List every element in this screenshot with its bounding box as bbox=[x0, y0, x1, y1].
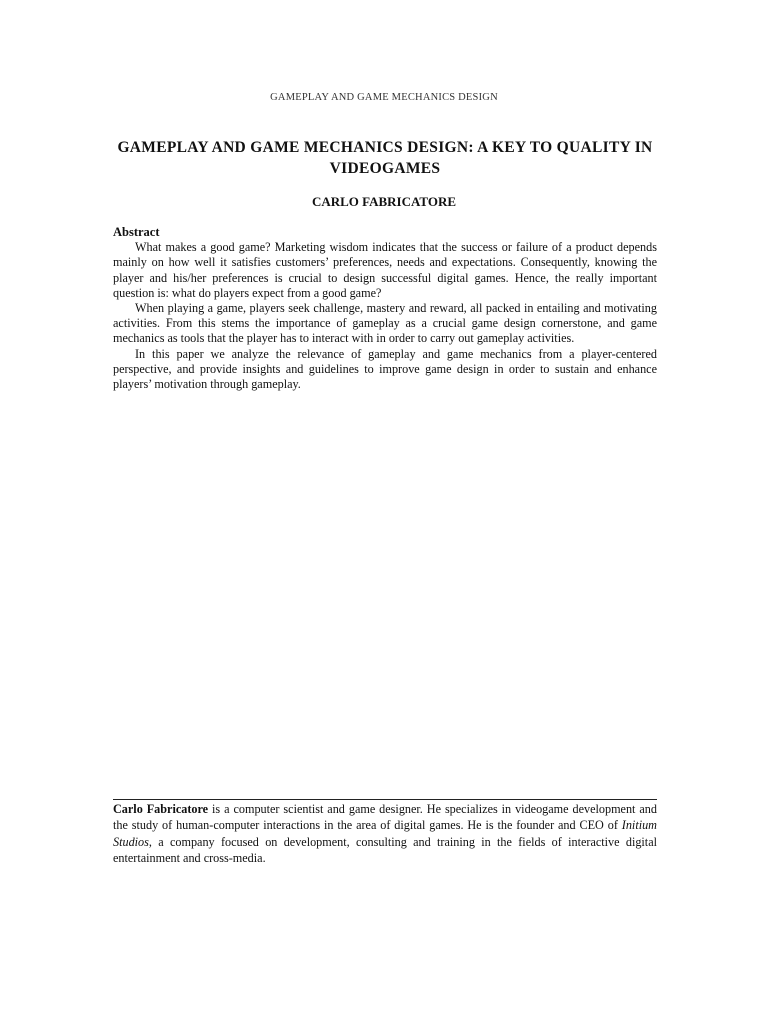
abstract-paragraph-2: When playing a game, players seek challenge, mastery and reward, all packed in entailing and motivating activities. From this stems the importance of gameplay as a crucial game design cornerstone, and game mechanics as tools that the player has to interact with in order to carry out gameplay activities. bbox=[113, 301, 657, 346]
author-footnote bbox=[113, 801, 657, 867]
footnote-company-name: Initium Studios bbox=[113, 818, 657, 849]
footnote-author-name: Carlo Fabricatore bbox=[113, 802, 209, 816]
abstract-paragraph-3: In this paper we analyze the relevance of gameplay and game mechanics from a player-centered perspective, and provide insights and guidelines to improve game design in order to sustain and enhance players’ motivation through gameplay. bbox=[113, 346, 657, 392]
running-header: GAMEPLAY AND GAME MECHANICS DESIGN bbox=[270, 92, 498, 103]
footnote-divider bbox=[113, 799, 657, 800]
abstract-section bbox=[113, 225, 657, 392]
abstract-paragraph-1: What makes a good game? Marketing wisdom indicates that the success or failure of a product depends mainly on how well it satisfies customers’ preferences, needs and expectations. Consequently, knowing the player and his/her preferences is crucial to design successful digital games. Hence, the really important question is: what do players expect from a good game? bbox=[113, 240, 657, 300]
paper-title: GAMEPLAY AND GAME MECHANICS DESIGN: A KEY TO QUALITY IN VIDEOGAMES bbox=[117, 139, 653, 177]
footnote-text-part-2: , a company focused on development, consulting and training in the fields of interactive digital entertainment and cross-media. bbox=[113, 834, 657, 866]
footnote-text-part-1: is a computer scientist and game designer. He specializes in videogame development and the study of human-computer interactions in the area of digital games. He is the founder and CEO of bbox=[113, 802, 657, 833]
author-name: CARLO FABRICATORE bbox=[311, 194, 457, 209]
abstract-heading: Abstract bbox=[113, 225, 160, 239]
